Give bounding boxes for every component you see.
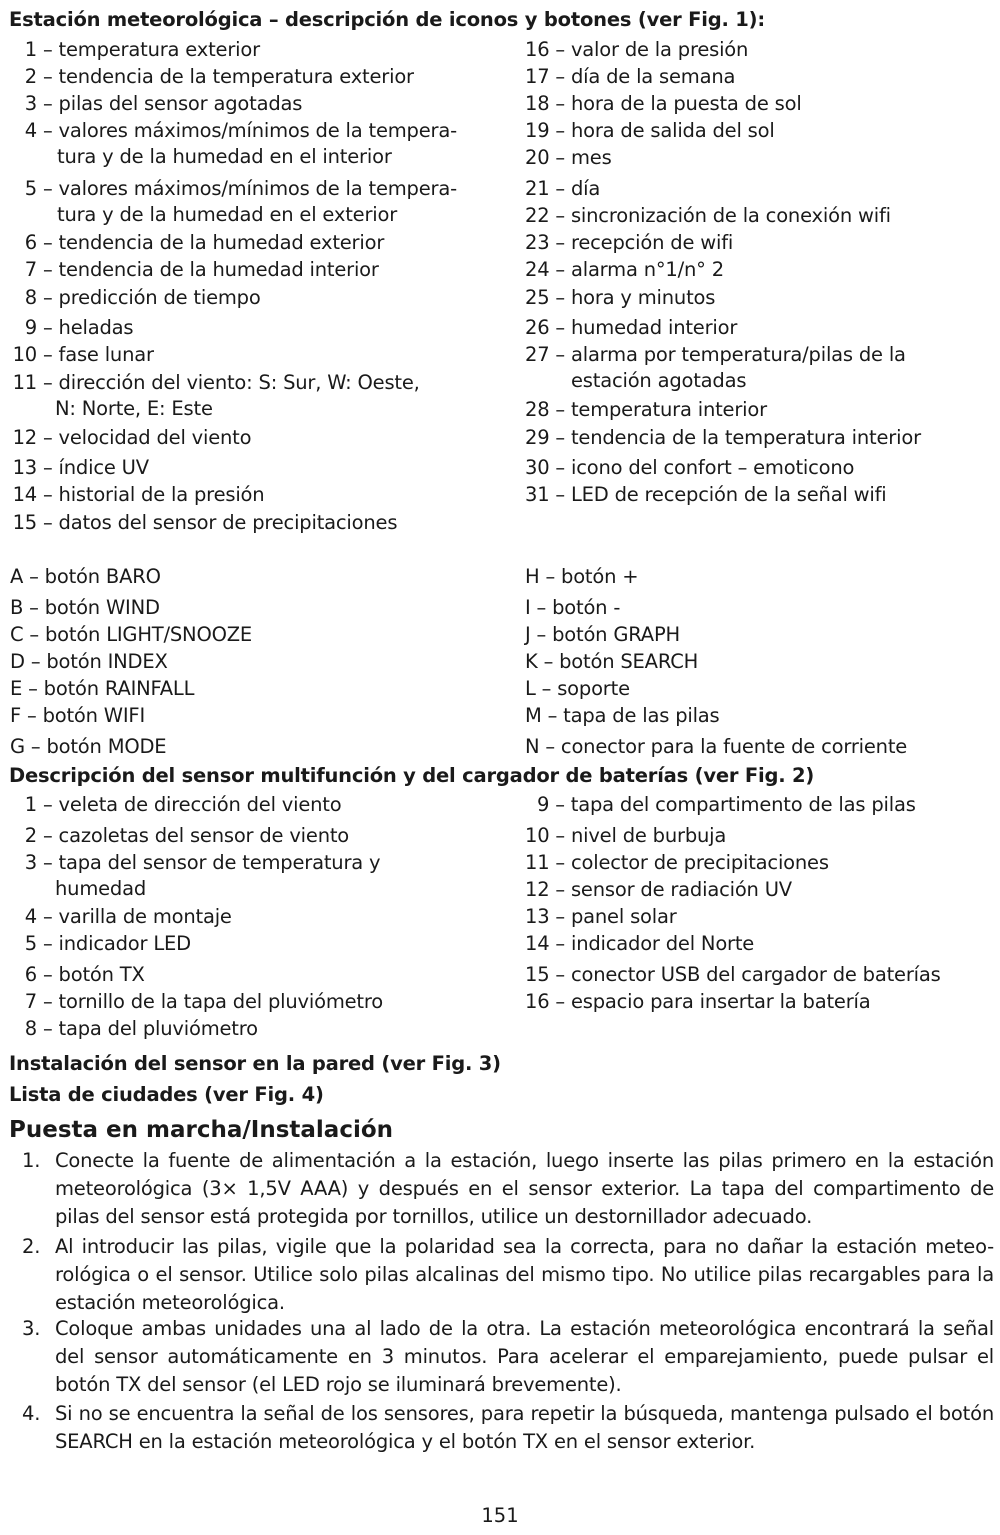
list-item: 11 – dirección del viento: S: Sur, W: Oeste, N: Norte, E: Este bbox=[12, 371, 420, 420]
list-item: 17 – día de la semana bbox=[525, 65, 736, 88]
section3-heading: Instalación del sensor en la pared (ver Fig. 3) bbox=[9, 1052, 501, 1075]
list-item: F – botón WIFI bbox=[10, 704, 146, 727]
list-item: H – botón + bbox=[525, 565, 639, 588]
list-item: 1 – temperatura exterior bbox=[24, 38, 260, 61]
list-item: 29 – tendencia de la temperatura interior bbox=[525, 426, 921, 449]
list-item: I – botón - bbox=[525, 596, 621, 619]
list-item: 10 – nivel de burbuja bbox=[525, 824, 727, 847]
list-item: 2 – cazoletas del sensor de viento bbox=[24, 824, 350, 847]
list-item: 23 – recepción de wifi bbox=[525, 231, 734, 254]
list-item: 7 – tendencia de la humedad interior bbox=[24, 258, 379, 281]
list-item: 14 – historial de la presión bbox=[12, 483, 265, 506]
list-item: 28 – temperatura interior bbox=[525, 398, 767, 421]
list-item: 6 – botón TX bbox=[24, 963, 145, 986]
list-item: E – botón RAINFALL bbox=[10, 677, 195, 700]
list-item: 12 – sensor de radiación UV bbox=[525, 878, 792, 901]
list-item: 2. Al introducir las pilas, vigile que la polaridad sea la correcta, para no dañar la estación meteo-rológica o el sensor. Utilice solo pilas alcalinas del mismo tipo. No utilice pilas recargables para la estación meteorológica. bbox=[22, 1235, 994, 1314]
list-item: 14 – indicador del Norte bbox=[525, 932, 755, 955]
list-item: 18 – hora de la puesta de sol bbox=[525, 92, 802, 115]
list-item: G – botón MODE bbox=[10, 735, 167, 758]
list-item: 15 – datos del sensor de precipitaciones bbox=[12, 511, 398, 534]
list-item: 27 – alarma por temperatura/pilas de la estación agotadas bbox=[525, 343, 906, 392]
list-item: A – botón BARO bbox=[10, 565, 161, 588]
list-item: 4. Si no se encuentra la señal de los sensores, para repetir la búsqueda, mantenga pulsado el botón SEARCH en la estación meteorológica y el botón TX en el sensor exterior. bbox=[22, 1402, 994, 1453]
list-item: 15 – conector USB del cargador de baterías bbox=[525, 963, 941, 986]
list-item: 31 – LED de recepción de la señal wifi bbox=[525, 483, 887, 506]
list-item: K – botón SEARCH bbox=[525, 650, 699, 673]
list-item: 24 – alarma n°1/n° 2 bbox=[525, 258, 724, 281]
list-item: 22 – sincronización de la conexión wifi bbox=[525, 204, 891, 227]
section5-heading: Puesta en marcha/Instalación bbox=[9, 1117, 394, 1143]
list-item: 5 – valores máximos/mínimos de la tempera- tura y de la humedad en el exterior bbox=[24, 177, 457, 226]
list-item: L – soporte bbox=[525, 677, 630, 700]
list-item: 1. Conecte la fuente de alimentación a la estación, luego inserte las pilas primero en la estación meteorológica (3× 1,5V AAA) y después en el sensor exterior. La tapa del compartimento de pilas del sensor está protegida por tornillos, utilice un destornillador adecuado. bbox=[22, 1149, 994, 1228]
list-item: 4 – valores máximos/mínimos de la tempera- tura y de la humedad en el interior bbox=[24, 119, 457, 168]
list-item: 19 – hora de salida del sol bbox=[525, 119, 775, 142]
list-item: N – conector para la fuente de corriente bbox=[525, 735, 908, 758]
list-item: 26 – humedad interior bbox=[525, 316, 738, 339]
section4-heading: Lista de ciudades (ver Fig. 4) bbox=[9, 1083, 324, 1106]
list-item: 1 – veleta de dirección del viento bbox=[24, 793, 342, 816]
list-item: 13 – panel solar bbox=[525, 905, 677, 928]
list-item: 5 – indicador LED bbox=[24, 932, 191, 955]
list-item: 7 – tornillo de la tapa del pluviómetro bbox=[24, 990, 383, 1013]
list-item: 3 – pilas del sensor agotadas bbox=[24, 92, 303, 115]
list-item: 16 – valor de la presión bbox=[525, 38, 749, 61]
list-item: 30 – icono del confort – emoticono bbox=[525, 456, 855, 479]
list-item: 13 – índice UV bbox=[12, 456, 149, 479]
list-item: 6 – tendencia de la humedad exterior bbox=[24, 231, 385, 254]
list-item: C – botón LIGHT/SNOOZE bbox=[10, 623, 253, 646]
section1-heading: Estación meteorológica – descripción de iconos y botones (ver Fig. 1): bbox=[9, 8, 765, 31]
list-item: 8 – predicción de tiempo bbox=[24, 286, 261, 309]
list-item: J – botón GRAPH bbox=[525, 623, 680, 646]
list-item: 4 – varilla de montaje bbox=[24, 905, 232, 928]
list-item: 25 – hora y minutos bbox=[525, 286, 716, 309]
page-number: 151 bbox=[481, 1504, 519, 1527]
list-item: 2 – tendencia de la temperatura exterior bbox=[24, 65, 414, 88]
list-item: 16 – espacio para insertar la batería bbox=[525, 990, 871, 1013]
list-item: 8 – tapa del pluviómetro bbox=[24, 1017, 258, 1040]
list-item: D – botón INDEX bbox=[10, 650, 168, 673]
list-item: 21 – día bbox=[525, 177, 601, 200]
list-item: M – tapa de las pilas bbox=[525, 704, 720, 727]
list-item: 12 – velocidad del viento bbox=[12, 426, 252, 449]
list-item: 3 – tapa del sensor de temperatura y humedad bbox=[24, 851, 381, 900]
list-item: 11 – colector de precipitaciones bbox=[525, 851, 829, 874]
list-item: 10 – fase lunar bbox=[12, 343, 154, 366]
list-item: 9 – heladas bbox=[24, 316, 134, 339]
list-item: 9 – tapa del compartimento de las pilas bbox=[537, 793, 916, 816]
section2-heading: Descripción del sensor multifunción y del cargador de baterías (ver Fig. 2) bbox=[9, 764, 815, 787]
list-item: 3. Coloque ambas unidades una al lado de la otra. La estación meteorológica encontrará la señal del sensor automáticamente en 3 minutos. Para acelerar el emparejamiento, puede pulsar el botón TX del sensor (el LED rojo se iluminará brevemente). bbox=[22, 1317, 994, 1396]
list-item: B – botón WIND bbox=[10, 596, 160, 619]
list-item: 20 – mes bbox=[525, 146, 612, 169]
